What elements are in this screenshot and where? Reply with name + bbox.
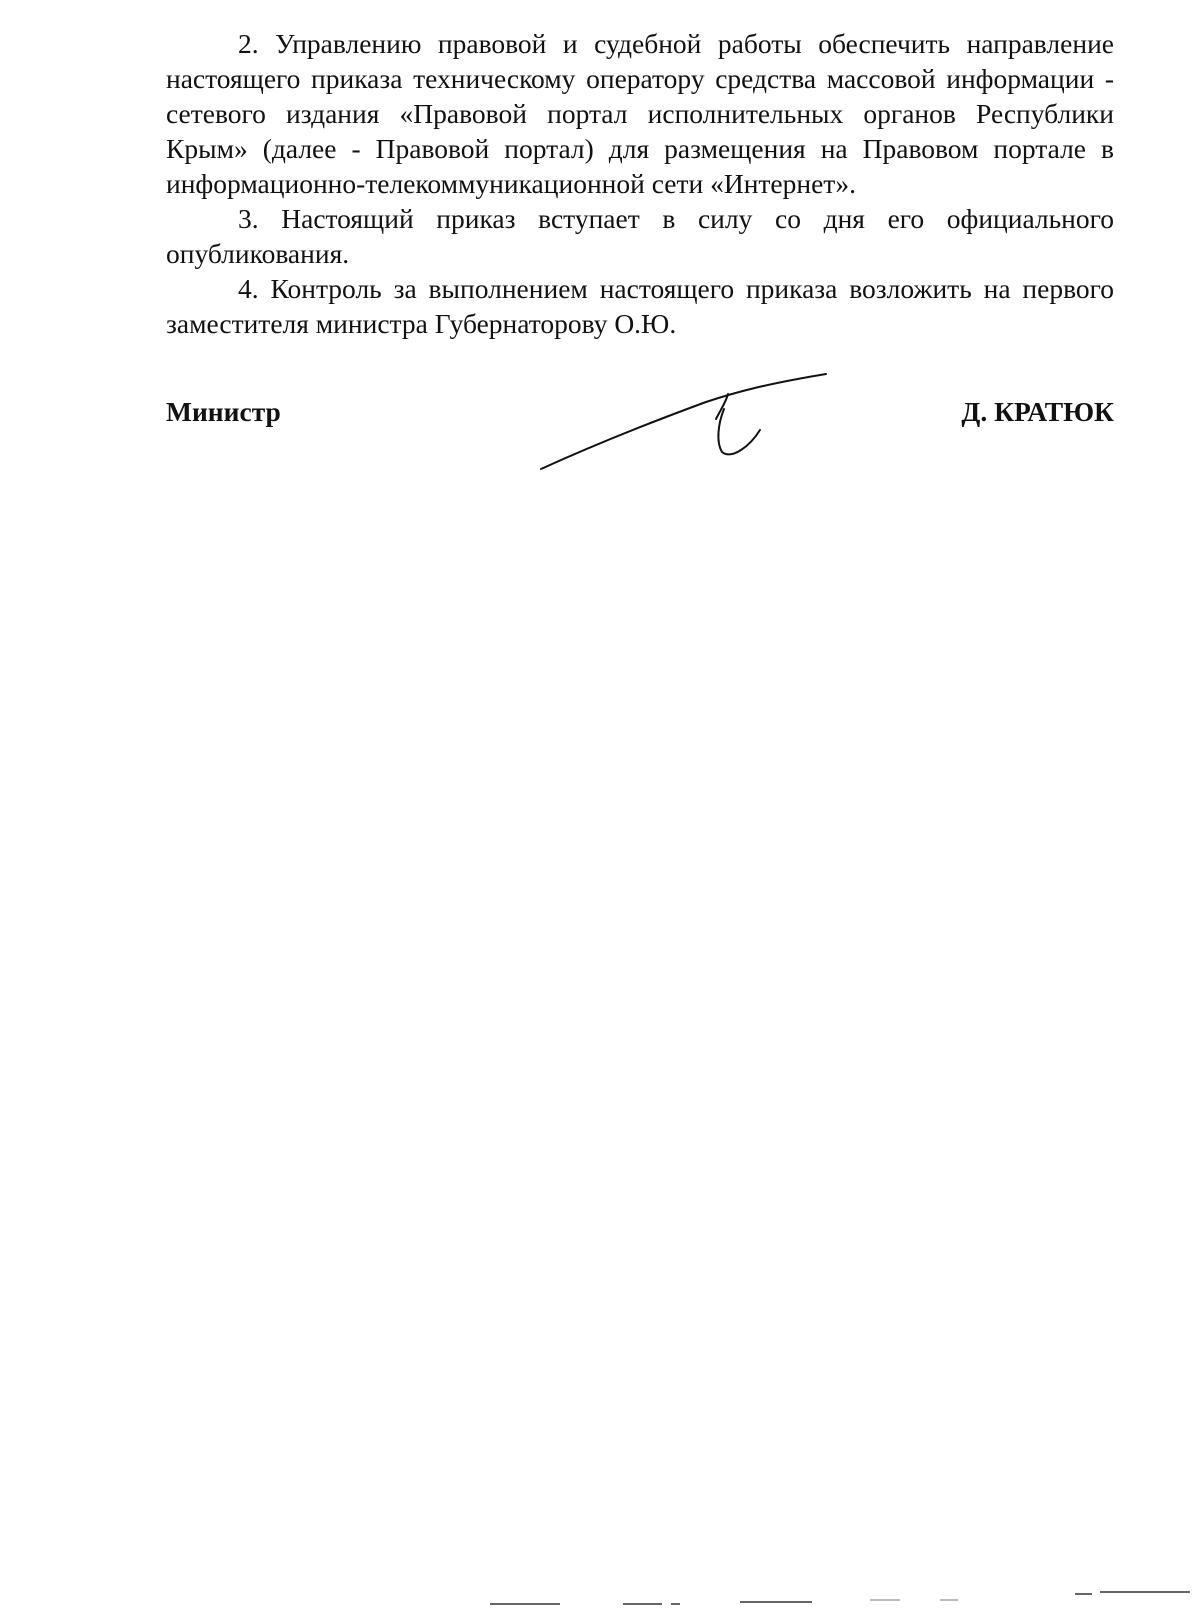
paragraph-2: 2. Управлению правовой и судебной работы обеспечить направление настоящего приказа техническому оператору средства массовой информации - сетевого издания «Правовой портал исполнительных органов Республики Крым» (далее - Правовой портал) для размещения на Правовом портале в информационно-телекоммуникационной сети «Интернет».: [166, 28, 1114, 199]
signature-block: [166, 394, 1114, 504]
signatory-title: Министр: [166, 396, 281, 427]
paragraph-3: 3. Настоящий приказ вступает в силу со дня его официального опубликования.: [166, 203, 1114, 269]
document-body: [166, 26, 1114, 341]
paragraph-4: 4. Контроль за выполнением настоящего приказа возложить на первого заместителя министра Губернаторову О.Ю.: [166, 273, 1114, 339]
signatory-name: Д. КРАТЮК: [961, 396, 1114, 427]
handwritten-signature: [536, 364, 836, 484]
scan-artifact-lines: [0, 1580, 1200, 1612]
